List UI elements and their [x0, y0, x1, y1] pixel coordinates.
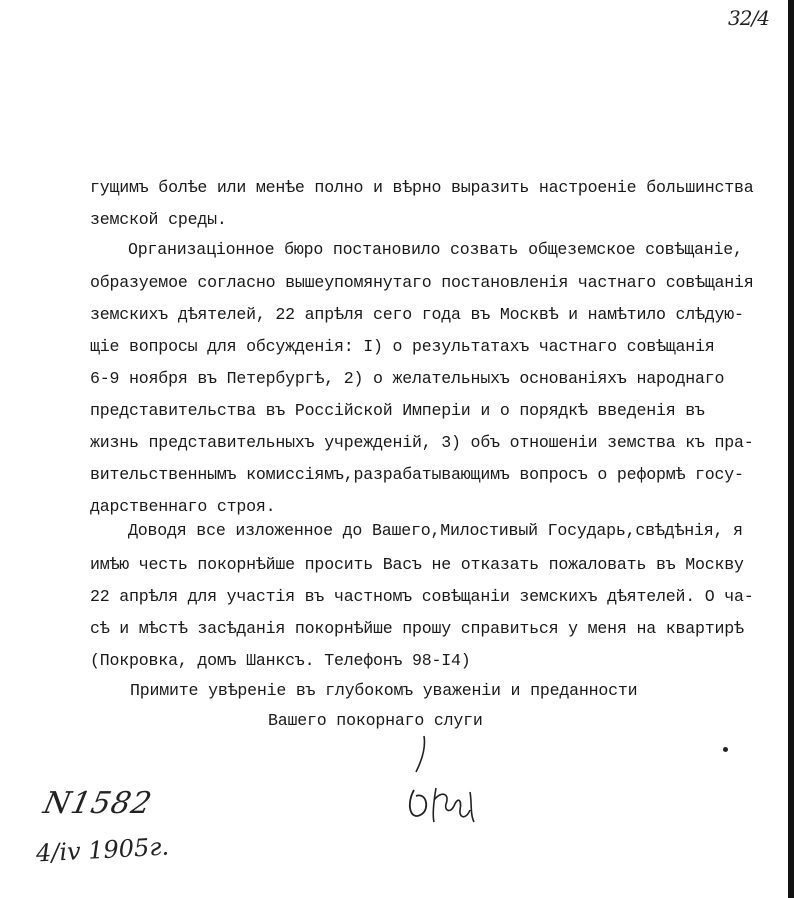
body-line: имѣю честь покорнѣйше просить Васъ не отказать пожаловать въ Москву: [90, 555, 744, 574]
body-line: сѣ и мѣстѣ засѣданія покорнѣйше прошу справиться у меня на квартирѣ: [90, 619, 744, 638]
body-line: дарственнаго строя.: [90, 497, 276, 516]
body-line: земской среды.: [90, 210, 227, 229]
page-number: 32/4: [728, 6, 769, 30]
body-line: представительства въ Россійской Имперіи и о порядкѣ введенія въ: [90, 401, 705, 420]
registration-date: 4/iv 1905г.: [35, 832, 170, 868]
body-line: земскихъ дѣятелей, 22 апрѣля сего года въ Москвѣ и намѣтило слѣдую-: [90, 305, 744, 324]
closing-line: Примите увѣреніе въ глубокомъ уваженіи и преданности: [130, 681, 638, 700]
body-line: щіе вопросы для обсужденія: I) о результатахъ частнаго совѣщанія: [90, 337, 715, 356]
body-line: образуемое согласно вышеупомянутаго постановленія частнаго совѣщанія: [90, 273, 754, 292]
body-line: Организаціонное бюро постановило созвать общеземское совѣщаніе,: [128, 240, 743, 259]
body-line: 6-9 ноября въ Петербургѣ, 2) о желательныхъ основаніяхъ народнаго: [90, 369, 725, 388]
scan-edge: [788, 0, 794, 898]
ink-dot: [723, 747, 728, 752]
signature: [396, 730, 486, 830]
body-line: гущимъ болѣе или менѣе полно и вѣрно выразить настроеніе большинства: [90, 178, 754, 197]
body-line: Доводя все изложенное до Вашего,Милостивый Государь,свѣдѣнія, я: [128, 521, 743, 540]
body-line: жизнь представительныхъ учрежденій, 3) объ отношеніи земства къ пра-: [90, 433, 754, 452]
body-line: вительственнымъ комиссіямъ,разрабатывающимъ вопросъ о реформѣ госу-: [90, 465, 744, 484]
registration-number: N1582: [40, 786, 156, 821]
body-line: (Покровка, домъ Шанксъ. Телефонъ 98-I4): [90, 651, 471, 670]
closing-signoff: Вашего покорнаго слуги: [268, 711, 483, 730]
body-line: 22 апрѣля для участія въ частномъ совѣщаніи земскихъ дѣятелей. О ча-: [90, 587, 754, 606]
